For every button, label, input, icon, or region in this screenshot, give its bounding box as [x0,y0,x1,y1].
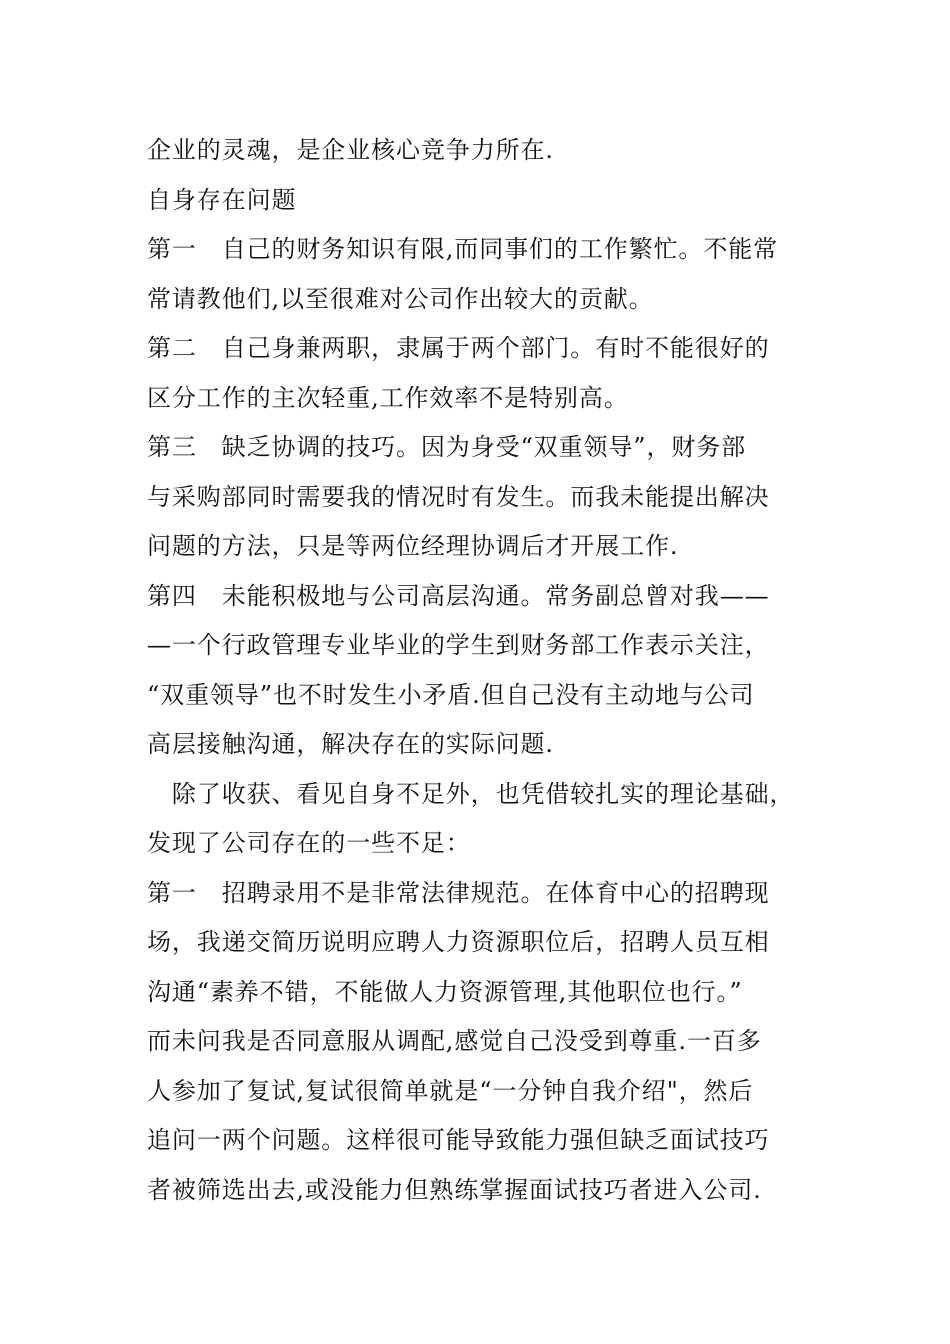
text-line: 追问一两个问题。这样很可能导致能力强但缺乏面试技巧 [147,1126,770,1154]
text-line: 问题的方法，只是等两位经理协调后才开展工作. [147,532,679,560]
text-line: 者被筛选出去,或没能力但熟练掌握面试技巧者进入公司. [147,1175,762,1204]
text-line: —一个行政管理专业毕业的学生到财务部工作表示关注， [147,631,770,659]
text-line: 第一 招聘录用不是非常法律规范。在体育中心的招聘现 [147,878,770,907]
text-line: “双重领导”也不时发生小矛盾.但自己没有主动地与公司 [147,680,755,709]
text-line: 与采购部同时需要我的情况时有发生。而我未能提出解决 [147,482,770,511]
text-line: 常请教他们,以至很难对公司作出较大的贡献。 [147,284,654,313]
document-body [147,126,807,1215]
text-line: 第二 自己身兼两职，隶属于两个部门。有时不能很好的 [147,334,770,362]
text-line: 区分工作的主次轻重,工作效率不是特别高。 [147,383,629,412]
text-line: 场，我递交简历说明应聘人力资源职位后，招聘人员互相 [147,928,770,956]
text-line: 第三 缺乏协调的技巧。因为身受“双重领导”，财务部 [147,433,747,461]
text-line: 高层接触沟通，解决存在的实际问题. [147,730,554,758]
text-line: 沟通“素养不错，不能做人力资源管理,其他职位也行。” [147,977,743,1006]
text-line: 第一 自己的财务知识有限,而同事们的工作繁忙。不能常 [147,235,779,263]
text-line: 发现了公司存在的一些不足： [147,829,471,857]
text-line: 人参加了复试,复试很简单就是“一分钟自我介绍"，然后 [147,1076,754,1105]
text-line: 除了收获、看见自身不足外，也凭借较扎实的理论基础， [147,779,795,808]
section-heading: 自身存在问题 [147,185,297,214]
text-line: 而未问我是否同意服从调配,感觉自己没受到尊重.一百多 [147,1027,762,1055]
text-line: 第四 未能积极地与公司高层沟通。常务副总曾对我—— [147,581,770,610]
text-line: 企业的灵魂，是企业核心竞争力所在. [147,136,554,164]
